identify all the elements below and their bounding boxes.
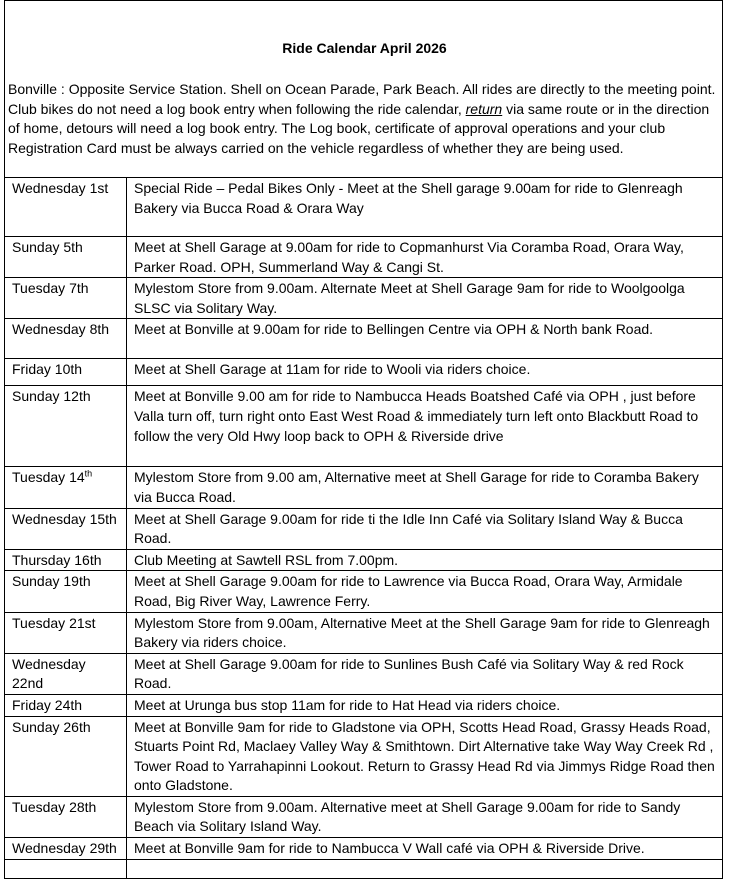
ride-day: Sunday 26th: [5, 716, 127, 796]
ride-day: Sunday 12th: [5, 386, 127, 467]
ride-day: Wednesday 22nd: [5, 653, 127, 694]
intro-text-after: via same route or in the direction of home, detours will need a log book entry. The Log book, certificate of approval operations and your club Registration Card must be always carried on the vehicle regardless of whether they are being used.: [8, 100, 710, 156]
ride-description: Club Meeting at Sawtell RSL from 7.00pm.: [127, 549, 723, 571]
table-row: [5, 694, 723, 716]
ride-description: Mylestom Store from 9.00am. Alternate Meet at Shell Garage 9am for ride to Woolgoolga SLSC via Solitary Way.: [127, 278, 723, 319]
ride-day: Wednesday 29th: [5, 838, 127, 879]
page-title: Ride Calendar April 2026: [282, 40, 447, 56]
ride-day: Friday 24th: [5, 694, 127, 716]
ride-description: Meet at Bonville 9.00 am for ride to Nambucca Heads Boatshed Café via OPH , just before Valla turn off, turn right onto East West Road & immediately turn left onto Blackbutt Road to follow the very Old Hwy loop back to OPH & Riverside drive: [127, 386, 723, 467]
table-row: [5, 571, 723, 612]
ride-day: Thursday 16th: [5, 549, 127, 571]
ride-day: Tuesday 7th: [5, 278, 127, 319]
ride-description: Meet at Bonville 9am for ride to Gladstone via OPH, Scotts Head Road, Grassy Heads Road, Stuarts Point Rd, Maclaey Valley Way & Smithtown. Dirt Alternative take Way Way Creek Rd , Tower Road to Yarrahapinni Lookout. Return to Grassy Head Rd via Jimmys Ridge Road then onto Gladstone.: [127, 716, 723, 796]
ride-description: Meet at Shell Garage 9.00am for ride to Lawrence via Bucca Road, Orara Way, Armidale Road, Big River Way, Lawrence Ferry.: [127, 571, 723, 612]
table-row: [5, 838, 723, 879]
ride-description: Meet at Bonville 9am for ride to Nambucca V Wall café via OPH & Riverside Drive.: [127, 838, 723, 879]
table-row: [5, 508, 723, 549]
table-row: [5, 178, 723, 237]
ride-description: Mylestom Store from 9.00 am, Alternative meet at Shell Garage for ride to Coramba Bakery via Bucca Road.: [127, 467, 723, 508]
ride-day: Wednesday 8th: [5, 319, 127, 359]
table-row: [5, 549, 723, 571]
ride-day: Wednesday 1st: [5, 178, 127, 237]
ride-day: Friday 10th: [5, 359, 127, 386]
table-row: [5, 386, 723, 467]
ride-description: Meet at Shell Garage at 9.00am for ride to Copmanhurst Via Coramba Road, Orara Way, Parker Road. OPH, Summerland Way & Cangi St.: [127, 237, 723, 278]
table-row: [5, 237, 723, 278]
table-row: [5, 359, 723, 386]
table-row: [5, 319, 723, 359]
ride-description: Meet at Bonville at 9.00am for ride to Bellingen Centre via OPH & North bank Road.: [127, 319, 723, 359]
table-row: [5, 716, 723, 796]
ride-description: Meet at Shell Garage 9.00am for ride ti the Idle Inn Café via Solitary Island Way & Bucca Road.: [127, 508, 723, 549]
ride-day: Sunday 5th: [5, 237, 127, 278]
table-row: [5, 612, 723, 653]
ride-description: Special Ride – Pedal Bikes Only - Meet at the Shell garage 9.00am for ride to Glenreagh Bakery via Bucca Road & Orara Way: [127, 178, 723, 237]
table-row: [5, 796, 723, 837]
ride-description: Meet at Shell Garage 9.00am for ride to Sunlines Bush Café via Solitary Way & red Rock Road.: [127, 653, 723, 694]
ride-description: Mylestom Store from 9.00am. Alternative meet at Shell Garage 9.00am for ride to Sandy Beach via Solitary Island Way.: [127, 796, 723, 837]
ride-description: Meet at Urunga bus stop 11am for ride to Hat Head via riders choice.: [127, 694, 723, 716]
table-row: [5, 278, 723, 319]
ride-description: Mylestom Store from 9.00am, Alternative Meet at the Shell Garage 9am for ride to Glenreagh Bakery via riders choice.: [127, 612, 723, 653]
intro-text-before: Bonville : Opposite Service Station. Shell on Ocean Parade, Park Beach. All rides are directly to the meeting point. Club bikes do not need a log book entry when following the ride calendar,: [8, 81, 716, 117]
ride-calendar-table: [4, 177, 723, 879]
intro-paragraph: [8, 80, 723, 158]
intro-emphasis: return: [465, 100, 503, 117]
table-row: [5, 653, 723, 694]
ride-day: Sunday 19th: [5, 571, 127, 612]
ride-day: Tuesday 14th: [5, 467, 127, 508]
ride-day: Tuesday 28th: [5, 796, 127, 837]
ride-description: Meet at Shell Garage at 11am for ride to Wooli via riders choice.: [127, 359, 723, 386]
ride-day: Wednesday 15th: [5, 508, 127, 549]
table-row: [5, 467, 723, 508]
ride-day: Tuesday 21st: [5, 612, 127, 653]
ordinal-suffix: th: [84, 468, 93, 479]
